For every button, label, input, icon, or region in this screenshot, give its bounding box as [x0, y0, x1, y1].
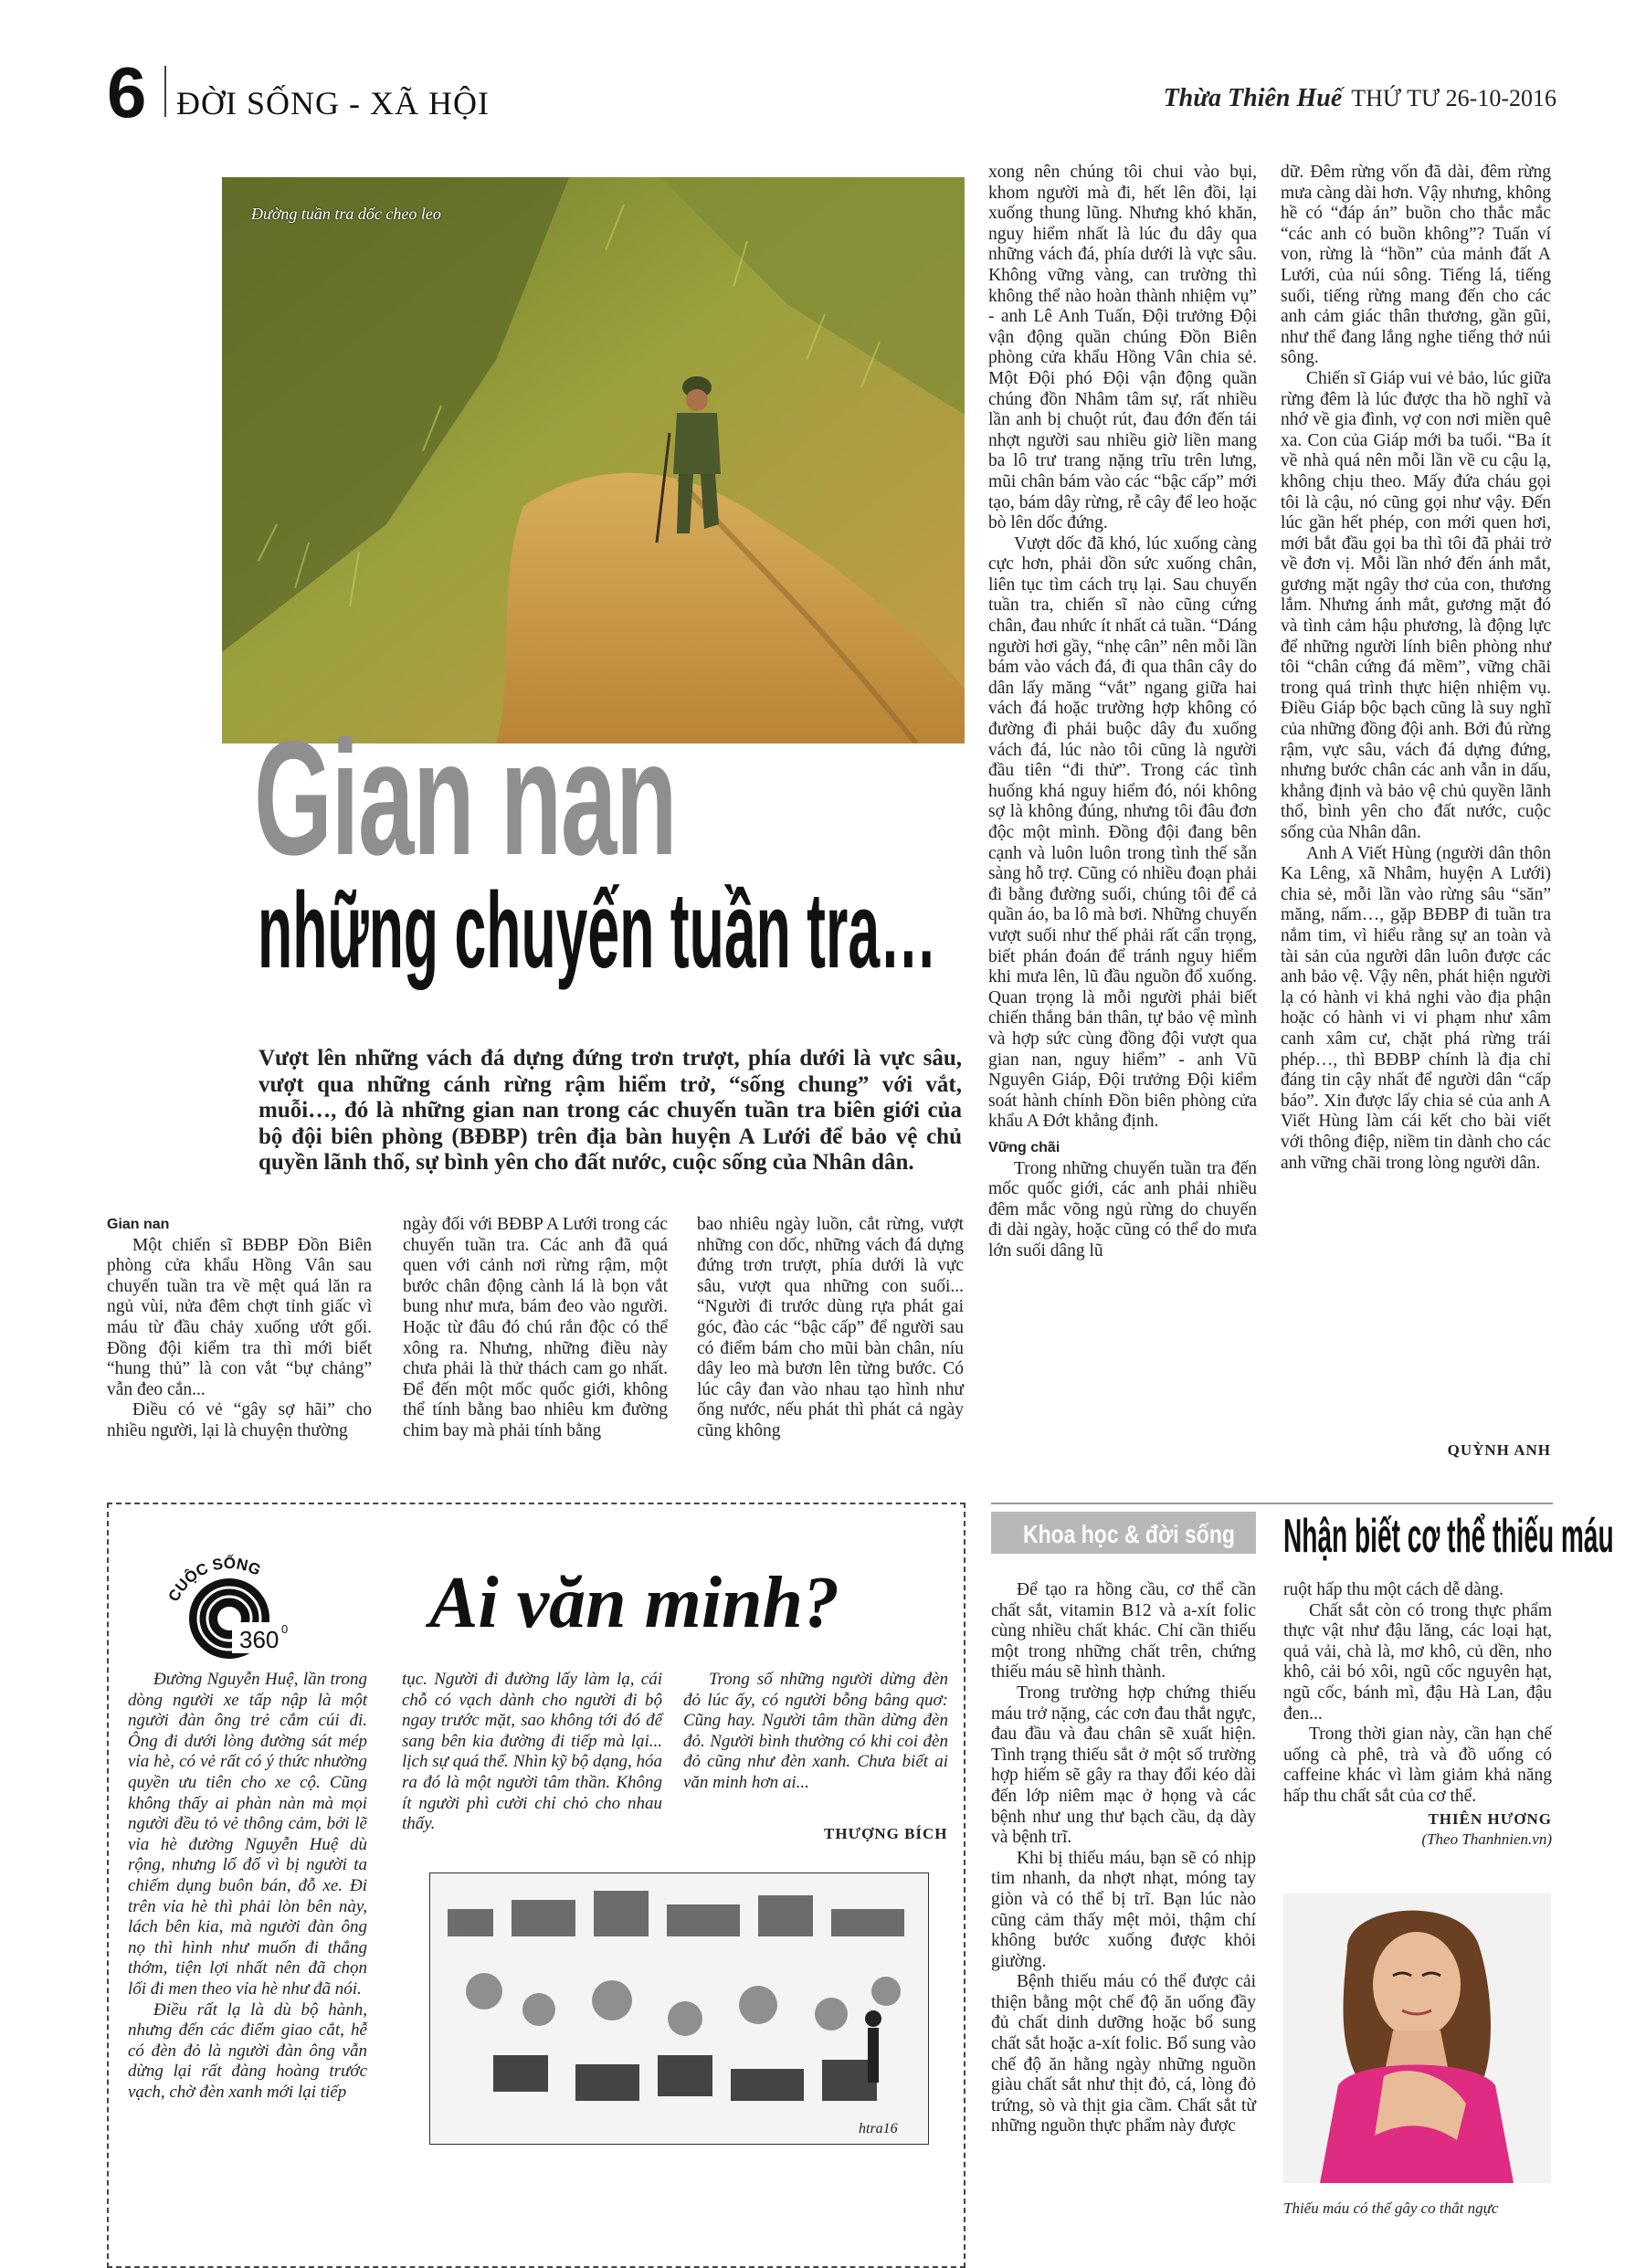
article-column-3	[697, 1215, 964, 1442]
page-number: 6	[107, 52, 147, 132]
section-title: ĐỜI SỐNG - XÃ HỘI	[176, 85, 490, 121]
anemia-photo-caption: Thiếu máu có thể gây co thắt ngực	[1283, 2199, 1499, 2217]
article-column-5	[1281, 163, 1551, 1174]
science-source: (Theo Thanhnien.vn)	[1421, 1830, 1552, 1849]
paragraph: Trong số những người dừng đèn đỏ lúc ấy, có người bỗng bâng quơ: Cũng hay. Người tâm thần dừng đèn đỏ. Người bình thường có khi coi đèn đỏ cũng như đèn xanh. Chưa biết ai văn minh hơn ai...	[683, 1670, 948, 1792]
article-column-4	[988, 163, 1257, 1261]
paragraph: Đường Nguyễn Huệ, lần trong dòng người xe tấp nập là một người đàn ông trẻ cắm cúi đi. Ông đi dưới lòng đường sát mép vỉa hè, có vẻ rất có ý thức nhường quyền ưu tiên cho xe cộ. Cũng không thấy ai phàn nàn mà mọi người đều tỏ vẻ thông cảm, bởi lẽ vỉa hè đường Nguyễn Huệ dù rộng, nhưng lổ đổ vì bị người ta chiếm dụng buôn bán, đỗ xe. Đi trên vỉa hè thì phải lòn bên này, lách bên kia, mà người đàn ông nọ thì hình như muốn đi thẳng thớm, tiện lợi nhất nên đã chọn lối đi men theo vỉa hè như đã nói.	[128, 1670, 367, 1999]
paragraph: Điều có vẻ “gây sợ hãi” cho nhiều người, lại là chuyện thường	[107, 1400, 372, 1440]
paragraph: xong nên chúng tôi chui vào bụi, khom người mà đi, hết lên đồi, lại xuống thung lũng. Nhưng khó khăn, nguy hiểm nhất là lúc đu dây qua những vách đá, phía dưới là vực sâu. Không vững vàng, can trường thì không thể nào hoàn thành nhiệm vụ” - anh Lê Anh Tuấn, Đội trưởng Đội vận động quần chúng Đồn Biên phòng cửa khẩu Hồng Vân chia sẻ. Một Đội phó Đội vận động quần chúng đồn Nhâm tâm sự, rất nhiều lần anh bị chuột rút, đau đớn đến tái nhợt người sau nhiều giờ liền mang ba lô trư trang nặng trĩu trên lưng, mũi chân bám vào các “bậc cấp” mới tạo, bám dây rừng, rễ cây để leo hoặc bò lên dốc đứng.	[988, 163, 1257, 533]
science-column-2	[1283, 1580, 1552, 1851]
paragraph: Anh A Viết Hùng (người dân thôn Ka Lêng, xã Nhâm, huyện A Lưới) chia sẻ, mỗi lần vào rừng sâu “săn” măng, nấm…, gặp BĐBP đi tuần tra nắm tim, vì hiểu rằng sự an toàn và tài sản của người dân luôn được các anh bảo vệ. Vậy nên, phát hiện người lạ có hành vi khả nghi vào địa phận hoặc có hành vi vi phạm như xâm canh xâm cư, chặt phá rừng trái phép…, thì BĐBP chính là địa chỉ đáng tin cậy nhất để người dân “cấp báo”. Xin được lấy chia sẻ của anh A Viết Hùng làm cái kết cho bài viết với thông điệp, niềm tin dành cho các anh vững chãi trong lòng người dân.	[1281, 843, 1551, 1173]
paragraph: Trong trường hợp chứng thiếu máu trở nặng, các cơn đau thắt ngực, đau đầu và đau chân sẽ xuất hiện. Tình trạng thiếu sắt ở một số trường hợp hiếm sẽ gây ra thay đổi kéo dài đến lớp niêm mạc ở họng và các bệnh như ung thư bạch cầu, dạ dày và bệnh trĩ.	[991, 1683, 1256, 1848]
paragraph: ngày đối với BĐBP A Lưới trong các chuyến tuần tra. Các anh đã quá quen với cảnh nơi rừng rậm, một bước chân động cành lá là bọn vắt bung như mưa, bám đeo vào người. Hoặc từ đâu đó chú rắn độc có thể xông ra. Nhưng, những điều này chưa phải là thử thách cam go nhất. Để đến một mốc quốc giới, không thể tính bằng bao nhiêu km đường chim bay mà phải tính bằng	[403, 1215, 668, 1440]
science-title: Nhận biết cơ thể thiếu máu	[1283, 1510, 1614, 1563]
subhead-vung-chai: Vững chãi	[988, 1139, 1060, 1155]
paragraph: Bệnh thiếu máu có thể được cải thiện bằng một chế độ ăn uống đầy đủ chất dinh dưỡng hoặc bổ sung chất sắt hoặc a-xít folic. Bổ sung vào chế độ ăn hằng ngày những nguồn giàu chất sắt như thịt đỏ, cá, lòng đỏ trứng, sò và thịt gia cầm. Chất sắt từ những nguồn thực phẩm này được	[991, 1972, 1256, 2136]
cuoc-song-column-2	[402, 1670, 662, 1835]
cuoc-song-byline: THƯỢNG BÍCH	[824, 1825, 948, 1842]
paragraph: Trong những chuyến tuần tra đến mốc quốc giới, các anh phải nhiều đêm mắc võng ngủ rừng do chuyến đi dài ngày, hoặc cũng có thể do mưa lớn suối dâng lũ	[988, 1158, 1257, 1261]
logo-number: 360	[239, 1626, 280, 1653]
paragraph: Chiến sĩ Giáp vui vẻ bảo, lúc giữa rừng đêm là lúc được tha hồ nghĩ và nhớ về gia đình, vợ con nơi miền quê xa. Con của Giáp mới ba tuổi. “Ba ít về nhà quá nên mỗi lần về cu cậu lạ, không chịu theo. Mấy đứa cháu gọi tôi là cậu, nó cũng gọi như vậy. Đến lúc gần hết phép, con mới quen hơi, mới bắt đầu gọi ba thì tôi đã phải trở về đơn vị. Mỗi lần nhớ đến ánh mắt, gương mặt ngây thơ của con, thương lắm. Nhưng ánh mắt, gương mặt đó và tình cảm hậu phương, là động lực để những người lính biên phòng như tôi “chân cứng đá mềm”, vững chãi trong quá trình thực hiện nhiệm vụ. Điều Giáp bộc bạch cũng là suy nghĩ của những đồng đội anh. Bởi đủ rừng rậm, vực sâu, vách đá dựng đứng, nhưng bước chân các anh vẫn in dấu, khẳng định và bảo vệ chủ quyền lãnh thổ, bình yên cho đất nước, cuộc sống của Nhân dân.	[1281, 368, 1551, 842]
paragraph: Trong thời gian này, cần hạn chế uống cà phê, trà và đồ uống có caffeine khác vì làm giảm khả năng hấp thu chất sắt của cơ thể.	[1283, 1725, 1552, 1806]
science-column-1	[991, 1580, 1256, 2137]
cuoc-song-column-1	[128, 1670, 367, 2103]
paragraph: Để tạo ra hồng cầu, cơ thể cần chất sắt, vitamin B12 và a-xít folic cùng nhiều chất khác. Chỉ cần thiếu một trong những chất trên, chứng thiếu máu sẽ hình thành.	[991, 1580, 1256, 1683]
paper-name: Thừa Thiên Huế	[1163, 84, 1343, 112]
paragraph: dữ. Đêm rừng vốn đã dài, đêm rừng mưa càng dài hơn. Vậy nhưng, không hề có “đáp án” buồn cho thắc mắc “các anh có buồn không”? Tuấn ví von, rừng là “hồn” của mảnh đất A Lưới, của núi sông. Tiếng lá, tiếng suối, tiếng rừng mang đến cho các anh cảm giác thân thương, gần gũi, như thể đang lắng nghe tiếng thở núi sông.	[1281, 163, 1551, 368]
headline-line2: những chuyến tuần tra…	[258, 870, 937, 991]
logo-text: CUỘC SỐNG	[164, 1555, 264, 1605]
paragraph: Điều rất lạ là dù bộ hành, nhưng đến các điểm giao cắt, hễ có đèn đỏ là người đàn ông vẫn dừng lại rất đàng hoàng trước vạch, chờ đèn xanh mới lại tiếp	[128, 1999, 367, 2102]
paragraph: Khi bị thiếu máu, bạn sẽ có nhịp tim nhanh, da nhợt nhạt, móng tay giòn và có thể bị trĩ. Bạn lúc nào cũng cảm thấy mệt mỏi, thậm chí không bước xuống được khỏi giường.	[991, 1848, 1256, 1971]
cuoc-song-column-3	[683, 1670, 948, 1794]
masthead	[1164, 84, 1556, 113]
logo-degree: 0	[281, 1622, 289, 1636]
paragraph: Một chiến sĩ BĐBP Đồn Biên phòng cửa khẩu Hồng Vân sau chuyến tuần tra về mệt quá lăn ra ngủ vùi, nửa đêm chợt tỉnh giấc vì máu từ đầu chảy xuống ướt gối. Đồng đội kiểm tra thì mới biết “hung thủ” là con vắt “bự chảng” vẫn đeo cắn...	[107, 1235, 372, 1399]
patrol-photo	[222, 177, 965, 744]
paragraph: tục. Người đi đường lấy làm lạ, cái chỗ có vạch dành cho người đi bộ ngay trước mặt, sao không tới đó để sang bên kia đường đi tiếp mà lại... lịch sự quá thể. Nhìn kỹ bộ dạng, hóa ra đó là một người tâm thần. Không ít người phì cười chỉ chỏ cho nhau thấy.	[402, 1670, 662, 1834]
header-divider	[164, 66, 166, 117]
paragraph: bao nhiêu ngày luồn, cắt rừng, vượt những con dốc, những vách đá dựng đứng trơn trượt, phía dưới là vực sâu, vượt qua những con suối... “Người đi trước dùng rựa phát gai góc, đào các “bậc cấp” để người sau có điểm bám cho mũi bàn chân, níu dây leo mà bươn lên từng bước. Có lúc cây đan vào nhau tạo hình như ống nước, nếu phát thì phát cả ngày cũng không	[697, 1215, 964, 1440]
article-column-2	[403, 1215, 668, 1442]
headline-line1: Gian nan	[254, 707, 677, 889]
article-lead: Vượt lên những vách đá dựng đứng trơn trượt, phía dưới là vực sâu, vượt qua những cánh rừng rậm hiểm trở, “sống chung” với vắt, muỗi…, đó là những gian nan trong các chuyến tuần tra biên giới của bộ đội biên phòng (BĐBP) trên địa bàn huyện A Lưới để bảo vệ chủ quyền lãnh thổ, sự bình yên cho đất nước, cuộc sống của Nhân dân.	[259, 1046, 962, 1175]
article-byline: QUỲNH ANH	[1447, 1441, 1551, 1459]
subhead-gian-nan: Gian nan	[107, 1217, 170, 1232]
street-sketch-illustration	[429, 1872, 929, 2145]
section-rule	[991, 1503, 1553, 1504]
issue-date: THỨ TƯ 26-10-2016	[1351, 85, 1556, 111]
paragraph: ruột hấp thu một cách dễ dàng.	[1283, 1580, 1504, 1599]
cuoc-song-360-logo	[157, 1535, 301, 1662]
anemia-woman-photo	[1283, 1894, 1551, 2183]
paragraph: Vượt dốc đã khó, lúc xuống càng cực hơn, phải dồn sức xuống chân, liên tục tìm cách trụ lại. Sau chuyến tuần tra, chiến sĩ nào cũng cứng chân, đau nhức ít nhất cả tuần. “Dáng người hơi gầy, “nhẹ cân” nên mỗi lần bám vào vách đá, đi qua thân cây do dân lấy măng “vắt” ngang giữa hai vách đá hoặc trường hợp không có đường đi phải buộc dây đu xuống vách đá, lúc nào tôi cũng là người đầu tiên “đi thử”. Trong các tình huống khá nguy hiểm đó, nói không sợ là không đúng, nhưng tôi đâu đơn độc một mình. Đồng đội đang bên cạnh và luôn luôn trong tình thế sẵn sàng hỗ trợ. Cũng có nhiều đoạn phải đi bằng đường suối, chúng tôi để cả quần áo, ba lô mà bơi. Những chuyến vượt suối như thế phải rất cẩn trọng, biết phán đoán để tránh nguy hiểm khi mưa lên, lũ đầu nguồn đổ xuống. Quan trọng là mỗi người phải biết chiến thắng bản thân, tự bảo vệ mình và hợp sức cùng đồng đội vượt qua gian nan, nguy hiểm” - anh Vũ Nguyên Giáp, Đội trưởng Đội kiểm soát hành chính Đồn biên phòng cửa khẩu A Đớt khẳng định.	[988, 533, 1257, 1132]
article-column-1	[107, 1215, 372, 1442]
sketch-signature: htra16	[859, 2121, 898, 2136]
photo-caption: Đường tuần tra dốc cheo leo	[251, 205, 441, 223]
paragraph: Chất sắt còn có trong thực phẩm thực vật như đậu lăng, các loại hạt, quả vải, chà là, mơ khô, củ dền, nho khô, cải bó xôi, ngũ cốc nguyên hạt, ngũ cốc, bánh mì, đậu Hà Lan, đậu đen...	[1283, 1600, 1552, 1724]
science-byline: THIÊN HƯƠNG	[1428, 1809, 1552, 1828]
science-section-label: Khoa học & đời sống	[1023, 1520, 1235, 1548]
cuoc-song-title: Ai văn minh?	[429, 1563, 840, 1643]
